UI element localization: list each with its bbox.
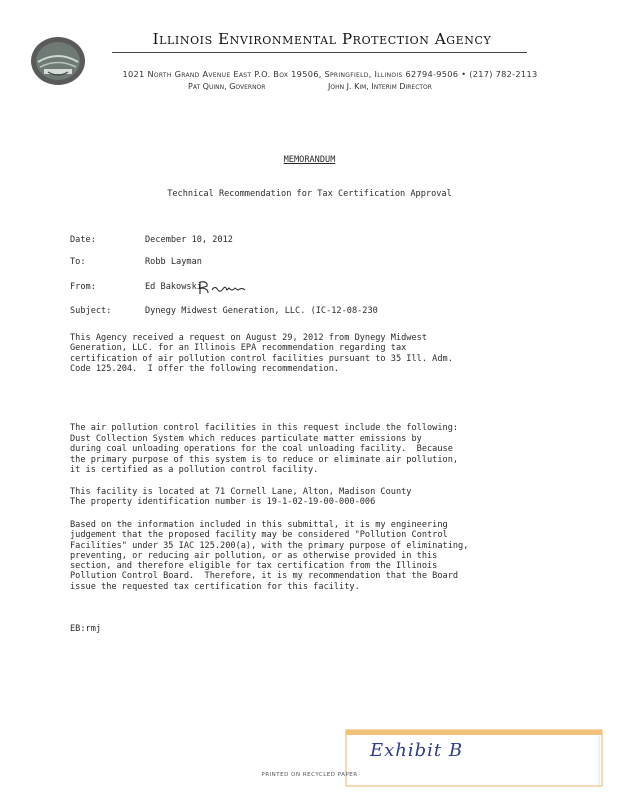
recycled-paper-note: PRINTED ON RECYCLED PAPER bbox=[261, 772, 358, 778]
director-name: John J. Kim, Interim Director bbox=[328, 82, 432, 91]
typist-initials: EB:rmj bbox=[70, 624, 102, 634]
agency-address: 1021 North Grand Avenue East P.O. Box 19506, Springfield, Illinois 62794-9506 • (217) 782-2113 bbox=[122, 69, 538, 79]
from-label: From: bbox=[70, 282, 96, 292]
memo-from-field bbox=[70, 282, 202, 292]
agency-name: Illinois Environmental Protection Agency bbox=[152, 30, 492, 48]
handwritten-initials bbox=[196, 279, 248, 297]
memo-date-field bbox=[70, 235, 233, 245]
facility-location-paragraph: This facility is located at 71 Cornell Lane, Alton, Madison County The property identification number is 19-1-02-19-00-000-006 bbox=[70, 487, 412, 508]
memo-to-field bbox=[70, 257, 202, 267]
letterhead-divider bbox=[112, 52, 527, 53]
memo-title: MEMORANDUM bbox=[283, 155, 336, 165]
intro-paragraph: This Agency received a request on August 29, 2012 from Dynegy Midwest Generation, LLC. for an Illinois EPA recommendation regarding tax certification of air pollution control facilities pursuant to 35 Ill. Adm. Code 125.204. I offer the following recommendation. bbox=[70, 333, 453, 374]
facilities-intro-paragraph: The air pollution control facilities in this request include the following: bbox=[70, 423, 459, 433]
memo-subtitle: Technical Recommendation for Tax Certification Approval bbox=[167, 189, 452, 199]
state-seal-icon bbox=[30, 36, 86, 86]
from-value: Ed Bakowski bbox=[145, 282, 202, 292]
exhibit-label: Exhibit B bbox=[370, 740, 464, 761]
date-label: Date: bbox=[70, 235, 96, 245]
memo-subject-field bbox=[70, 306, 378, 316]
recommendation-paragraph: Based on the information included in this submittal, it is my engineering judgement that the proposed facility may be considered "Pollution Control Facilities" under 35 IAC 125.200(a), with the primary purpose of eliminating, preventing, or reducing air pollution, or as otherwise provided in this section, and therefore eligible for tax certification from the Illinois Pollution Control Board. Therefore, it is my recommendation that the Board issue the requested tax certification for this facility. bbox=[70, 520, 469, 592]
subject-value: Dynegy Midwest Generation, LLC. (IC-12-08-230 bbox=[145, 306, 378, 316]
governor-name: Pat Quinn, Governor bbox=[188, 82, 266, 91]
date-value: December 10, 2012 bbox=[145, 235, 233, 245]
dust-collection-paragraph: Dust Collection System which reduces particulate matter emissions by during coal unloading operations for the coal unloading facility. Because the primary purpose of this system is to reduce or eliminate air pollution, it is certified as a pollution control facility. bbox=[70, 434, 459, 475]
subject-label: Subject: bbox=[70, 306, 112, 316]
to-value: Robb Layman bbox=[145, 257, 202, 267]
to-label: To: bbox=[70, 257, 86, 267]
